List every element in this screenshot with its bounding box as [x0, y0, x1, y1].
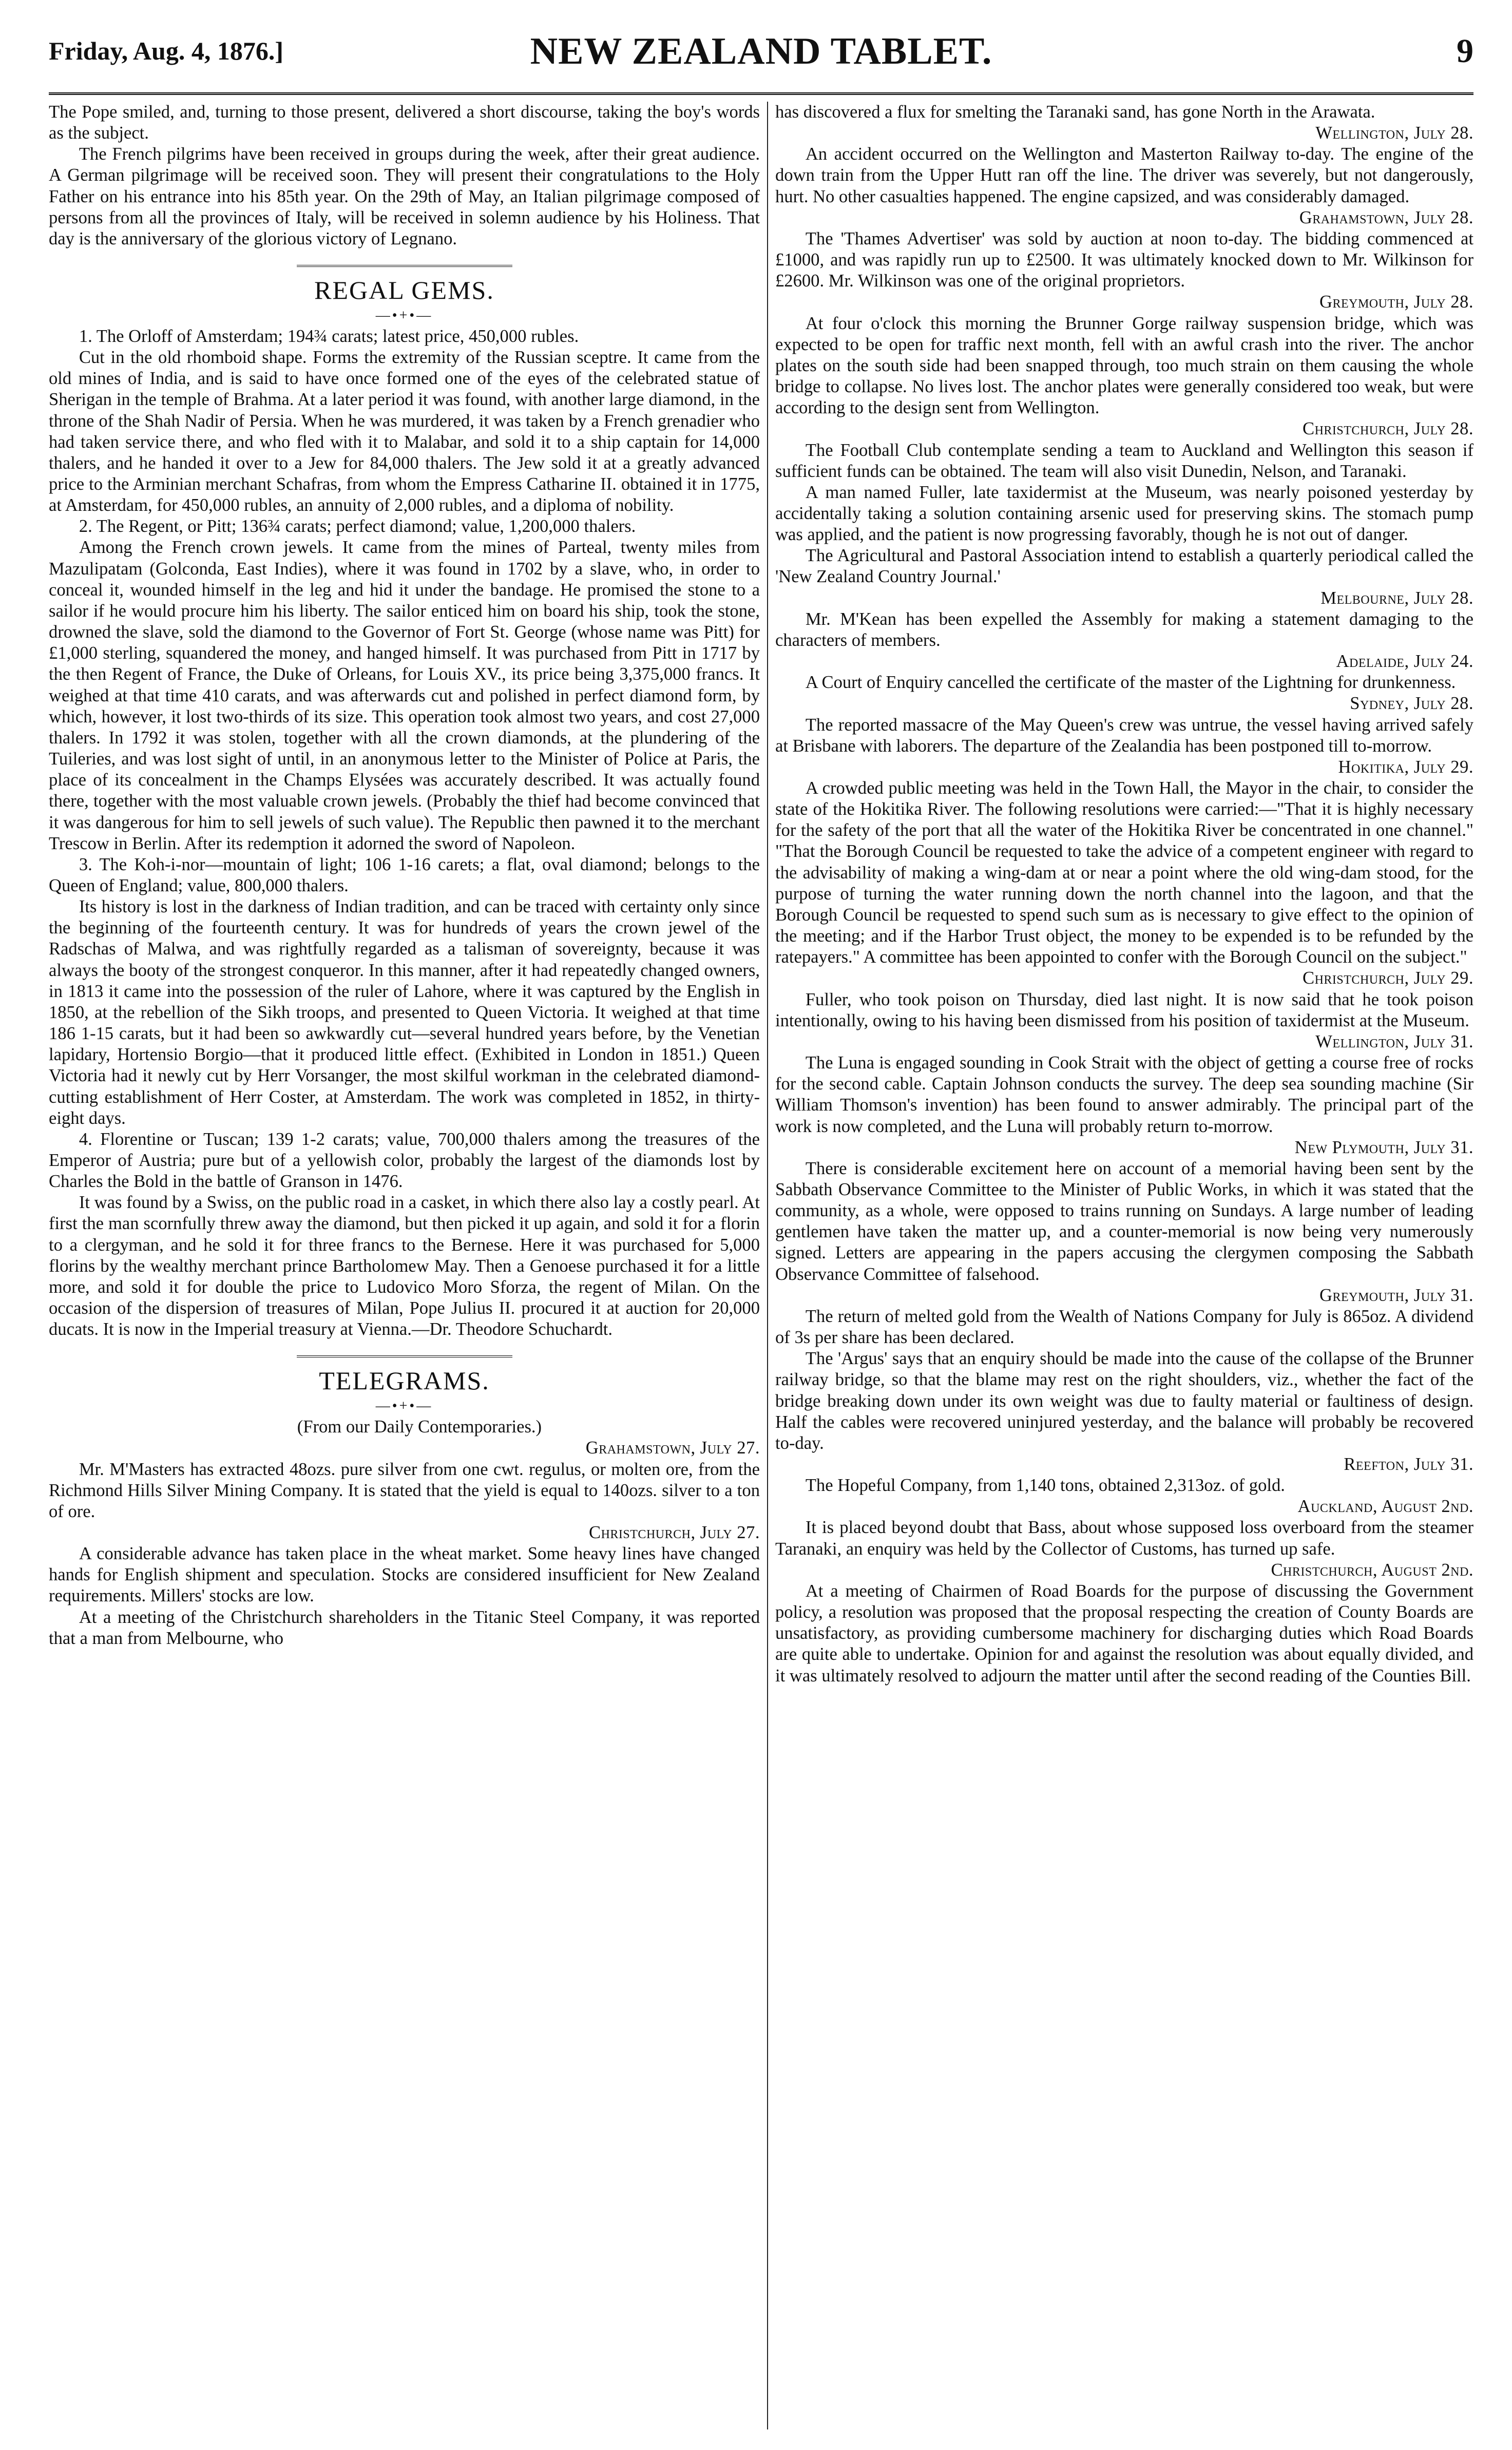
left-column: [49, 102, 760, 2429]
section-title: TELEGRAMS.: [319, 1366, 490, 1395]
telegram-dateline: Grahamstown, July 28.: [1299, 207, 1473, 227]
telegrams-subhead: (From our Daily Contemporaries.): [297, 1417, 542, 1437]
telegram-text: The 'Thames Advertiser' was sold by auction at noon to-day. The bidding commenced at £1000, and was rapidly run up to £2500. It was ultimately knocked down to Mr. Wilkinson for £2600. Mr. Wilkinson was one of the original proprietors.: [775, 228, 1473, 291]
newspaper-title: NEW ZEALAND TABLET.: [530, 30, 992, 72]
telegram-text: An accident occurred on the Wellington and Masterton Railway to-day. The engine of the down train from the Upper Hutt ran off the line. The driver was severely, but not dangerously, hurt. No other casualties happened. The engine capsized, and was considerably damaged.: [775, 144, 1473, 206]
column-divider: [767, 102, 768, 2429]
telegram-text: At a meeting of the Christchurch shareholders in the Titanic Steel Company, it was reported that a man from Melbourne, who: [49, 1607, 760, 1648]
article-paragraph: The French pilgrims have been received in groups during the week, after their great audience. A German pilgrimage will be received soon. They will present their congratulations to the Holy Father on his entrance into his 85th year. On the 29th of May, an Italian pilgrimage composed of persons from all the provinces of Italy, will be received in solemn audience by his Holiness. That day is the anniversary of the glorious victory of Legnano.: [49, 144, 760, 248]
gem-paragraph: Its history is lost in the darkness of Indian tradition, and can be traced with certainty only since the beginning of the fourteenth century. It was for hundreds of years the crown jewel of the Radschas of Malwa, and was rightfully regarded as a talisman of sovereignty, because it was always the booty of the strongest conqueror. In this manner, after it had repeatedly changed owners, in 1813 it came into the possession of the ruler of Lahore, where it was captured by the English in 1850, at the rebellion of the Sikh troops, and presented to Queen Victoria. It weighed at that time 186 1-15 carats, but it had been so awkwardly cut—several hundred years before, by the Venetian lapidary, Hortensio Borgio—that it produced little effect. (Exhibited in London in 1851.) Queen Victoria had it newly cut by Herr Vorsanger, the most skilful workman in the celebrated diamond-cutting establishment of Herr Coster, at Amsterdam. The work was completed in 1852, in thirty-eight days.: [49, 897, 760, 1128]
telegram-dateline: Christchurch, July 27.: [589, 1523, 760, 1542]
telegram-dateline: Christchurch, August 2nd.: [1271, 1560, 1473, 1580]
gem-paragraph: 2. The Regent, or Pitt; 136¾ carats; perfect diamond; value, 1,200,000 thalers.: [79, 516, 636, 537]
gem-paragraph: It was found by a Swiss, on the public road in a casket, in which there also lay a costly pearl. At first the man scornfully threw away the diamond, but then picked it up again, and sold it for a florin to a clergyman, and he sold it for three francs to the Bernese. Here it was purchased for 5,000 florins by the wealthy merchant prince Bartholomew May. Then a Genoese purchased it for a little more, and sold it for double the price to Ludovico Moro Sforza, the regent of Milan. On the occasion of the dispersion of treasures of Milan, Pope Julius II. procured it at auction for 20,000 ducats. It is now in the Imperial treasury at Vienna.—Dr. Theodore Schuchardt.: [49, 1193, 760, 1339]
gem-paragraph: 3. The Koh-i-nor—mountain of light; 106 1-16 carets; a flat, oval diamond; belongs to the Queen of England; value, 800,000 thalers.: [49, 854, 760, 895]
right-column: [775, 102, 1473, 2429]
telegram-text: A Court of Enquiry cancelled the certificate of the master of the Lightning for drunkenness.: [805, 673, 1456, 693]
telegram-text: Fuller, who took poison on Thursday, died last night. It is now said that he took poison intentionally, owing to his having been dismissed from his position of taxidermist at the Museum.: [775, 989, 1473, 1030]
telegram-text: The return of melted gold from the Wealth of Nations Company for July is 865oz. A dividend of 3s per share has been declared.: [775, 1306, 1473, 1348]
telegram-text: The Football Club contemplate sending a team to Auckland and Wellington this season if sufficient funds can be obtained. The team will also visit Dunedin, Nelson, and Taranaki.: [775, 440, 1473, 481]
section-title: REGAL GEMS.: [314, 276, 494, 305]
telegram-text: It is placed beyond doubt that Bass, about whose supposed loss overboard from the steamer Taranaki, an enquiry was held by the Collector of Customs, has turned up safe.: [775, 1518, 1473, 1559]
telegram-dateline: Reefton, July 31.: [1344, 1454, 1473, 1474]
telegram-text: Mr. M'Kean has been expelled the Assembly for making a statement damaging to the characters of members.: [775, 609, 1473, 650]
telegram-text: has discovered a flux for smelting the Taranaki sand, has gone North in the Arawata.: [775, 102, 1375, 122]
issue-date: Friday, Aug. 4, 1876.]: [49, 36, 283, 65]
section-ornament: —•+•—: [375, 307, 433, 323]
telegram-text: At a meeting of Chairmen of Road Boards for the purpose of discussing the Government policy, a resolution was proposed that the proposal respecting the creation of County Boards are unsatisfactory, as providing cumbersome machinery for discharging duties which Road Boards are quite able to undertake. Opinion for and against the resolution was about equally divided, and it was ultimately resolved to adjourn the matter until after the second reading of the Counties Bill.: [775, 1581, 1473, 1686]
section-rule: [297, 1355, 512, 1357]
telegram-dateline: Auckland, August 2nd.: [1297, 1497, 1473, 1517]
masthead-rule: [49, 92, 1473, 95]
telegram-dateline: Christchurch, July 28.: [1303, 419, 1473, 439]
telegram-text: A man named Fuller, late taxidermist at the Museum, was nearly poisoned yesterday by accidentally taking a solution containing arsenic used for preserving skins. The stomach pump was applied, and the patient is now progressing favorably, though he is not out of danger.: [775, 482, 1473, 545]
article-paragraph: The Pope smiled, and, turning to those present, delivered a short discourse, taking the boy's words as the subject.: [49, 102, 760, 143]
telegram-text: The Hopeful Company, from 1,140 tons, obtained 2,313oz. of gold.: [805, 1476, 1285, 1496]
telegram-dateline: Melbourne, July 28.: [1320, 588, 1473, 608]
telegram-dateline: Sydney, July 28.: [1350, 694, 1473, 714]
telegram-dateline: Christchurch, July 29.: [1303, 968, 1473, 988]
telegram-text: The 'Argus' says that an enquiry should be made into the cause of the collapse of the Brunner railway bridge, so that the blame may rest on the right shoulders, viz., whether the fact of the bridge breaking down under its own weight was due to faulty material or faultiness of design. Half the cables were recovered uninjured yesterday, and the balance will probably be recovered to-day.: [775, 1349, 1473, 1453]
telegram-dateline: Hokitika, July 29.: [1338, 757, 1473, 777]
telegram-dateline: Adelaide, July 24.: [1336, 652, 1473, 672]
telegram-text: At four o'clock this morning the Brunner Gorge railway suspension bridge, which was expected to be open for traffic next month, fell with an awful crash into the river. The anchor plates on the south side had been snapped through, too much strain on them causing the whole bridge to collapse. No lives lost. The anchor plates were generally considered too weak, but were according to the design sent from Wellington.: [775, 313, 1473, 418]
gem-paragraph: Cut in the old rhomboid shape. Forms the extremity of the Russian sceptre. It came from the old mines of India, and is said to have once formed one of the eyes of the celebrated statue of Sherigan in the temple of Brahma. At a later period it was found, with another large diamond, in the throne of the Shah Nadir of Persia. When he was murdered, it was taken by a French grenadier who had taken service there, and who fled with it to Malabar, and sold it to a ship captain for 14,000 thalers, and he handed it over to a Jew for 84,000 thalers. The Jew sold it at a greatly advanced price to the Arminian merchant Schafras, from whom the Empress Catharine II. obtained it in 1775, at Amsterdam, for 450,000 rubles, an annuity of 2,000 rubles, and a diploma of nobility.: [49, 348, 760, 515]
telegrams-header: [49, 1355, 760, 1414]
telegram-dateline: Greymouth, July 31.: [1319, 1285, 1473, 1305]
gem-paragraph: 1. The Orloff of Amsterdam; 194¾ carats; latest price, 450,000 rubles.: [79, 326, 579, 346]
telegram-text: A considerable advance has taken place in the wheat market. Some heavy lines have changed hands for English shipment and speculation. Stocks are considered insufficient for New Zealand requirements. Millers' stocks are low.: [49, 1544, 760, 1606]
page-number: 9: [1457, 32, 1473, 70]
gem-paragraph: Among the French crown jewels. It came from the mines of Parteal, twenty miles from Mazulipatam (Golconda, East Indies), where it was found in 1702 by a slave, who, in order to conceal it, wounded himself in the leg and hid it under the bandage. He promised the stone to a sailor if he would procure him his liberty. The sailor enticed him on board his ship, took the stone, drowned the slave, sold the diamond to the Governor of Fort St. George (whose name was Pitt) for £1,000 sterling, squandered the money, and hanged himself. It was purchased from Pitt in 1717 by the then Regent of France, the Duke of Orleans, for Louis XV., its price being 3,375,000 francs. It weighed at that time 410 carats, and was afterwards cut and polished in perfect diamond form, by which, however, it lost two-thirds of its size. This operation took almost two years, and cost 27,000 thalers. In 1792 it was stolen, together with all the crown diamonds, at the plundering of the Tuileries, and was lost sight of until, in an anonymous letter to the Minister of Police at Paris, the place of its concealment in the Champs Elysées was accurately described. It was actually found there, together with the most valuable crown jewels. (Probably the thief had become convinced that it was dangerous for him to sell jewels of such value). The Republic then pawned it to the merchant Trescow in Berlin. After its redemption it adorned the sword of Napoleon.: [49, 538, 760, 853]
masthead: [49, 30, 1473, 81]
regal-gems-header: [49, 265, 760, 324]
telegram-dateline: Wellington, July 31.: [1315, 1031, 1473, 1051]
telegram-text: The Agricultural and Pastoral Association intend to establish a quarterly periodical called the 'New Zealand Country Journal.': [775, 546, 1473, 587]
telegram-text: A crowded public meeting was held in the Town Hall, the Mayor in the chair, to consider the state of the Hokitika River. The following resolutions were carried:—"That it is highly necessary for the safety of the port that all the water of the Hokitika River be concentrated in one channel." "That the Borough Council be requested to take the advice of a competent engineer with regard to the advisability of making a wing-dam at or near a point where the old wing-dam stood, for the purpose of turning the water running down the north channel into the lagoon, and that the Borough Council be requested to spend such sum as is necessary to give effect to the opinion of the meeting; and if the Harbor Trust object, the money to be expended is to be refunded by the ratepayers." A committee has been appointed to confer with the Borough Council on the subject.": [775, 778, 1473, 967]
telegram-dateline: New Plymouth, July 31.: [1294, 1137, 1473, 1157]
section-rule: [297, 265, 512, 267]
telegram-text: The Luna is engaged sounding in Cook Strait with the object of getting a course free of rocks for the second cable. Captain Johnson conducts the survey. The deep sea sounding machine (Sir William Thomson's invention) has been found to answer admirably. The principal part of the work is now completed, and the Luna will probably return to-morrow.: [775, 1053, 1473, 1136]
telegram-dateline: Grahamstown, July 27.: [585, 1438, 760, 1458]
telegram-text: The reported massacre of the May Queen's crew was untrue, the vessel having arrived safely at Brisbane with laborers. The departure of the Zealandia has been postponed till to-morrow.: [775, 715, 1473, 756]
telegram-dateline: Greymouth, July 28.: [1319, 292, 1473, 312]
telegram-text: Mr. M'Masters has extracted 48ozs. pure silver from one cwt. regulus, or molten ore, from the Richmond Hills Silver Mining Company. It is stated that the yield is equal to 140ozs. silver to a ton of ore.: [49, 1459, 760, 1521]
telegram-dateline: Wellington, July 28.: [1315, 123, 1473, 143]
section-ornament: —•+•—: [375, 1398, 433, 1414]
gem-paragraph: 4. Florentine or Tuscan; 139 1-2 carats; value, 700,000 thalers among the treasures of the Emperor of Austria; pure but of a yellowish color, probably the largest of the diamonds lost by Charles the Bold in the battle of Granson in 1476.: [49, 1129, 760, 1192]
telegram-text: There is considerable excitement here on account of a memorial having been sent by the Sabbath Observance Committee to the Minister of Public Works, in which it was stated that the community, as a whole, were opposed to trains running on Sundays. A large number of leading gentlemen have taken the matter up, and a counter-memorial is now being very numerously signed. Letters are appearing in the papers accusing the clergymen composing the Sabbath Observance Committee of falsehood.: [775, 1158, 1473, 1284]
